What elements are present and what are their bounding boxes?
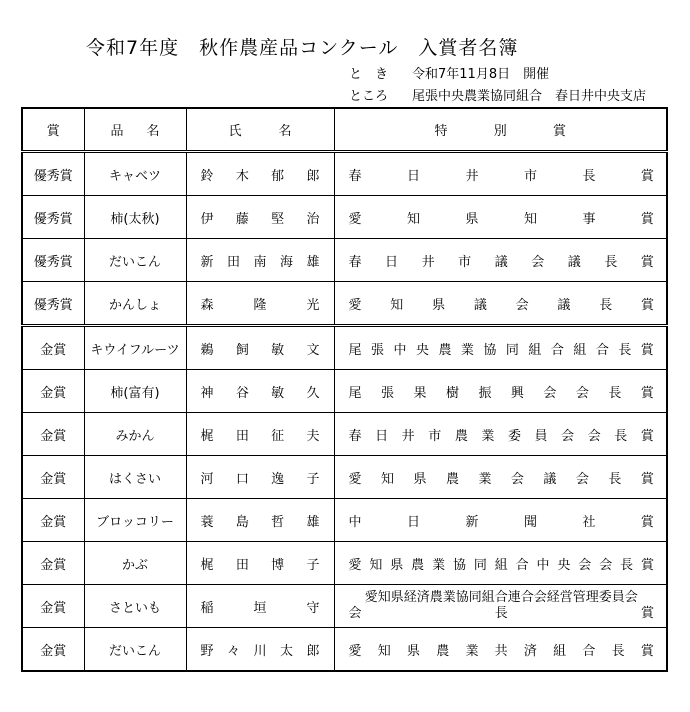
item-cell: はくさい: [84, 456, 186, 499]
name-cell: [186, 628, 334, 672]
person-name: 稲 垣 守: [200, 600, 320, 616]
award-cell: 金賞: [22, 585, 84, 628]
table-row: [22, 628, 667, 672]
person-name: 梶 田 博 子: [200, 557, 320, 573]
person-name: 河 口 逸 子: [200, 471, 320, 487]
award-cell: 優秀賞: [22, 239, 84, 282]
item-cell: キウイフルーツ: [84, 326, 186, 370]
special-award-name: 春 日 井 市 長 賞: [348, 168, 654, 184]
award-cell: 金賞: [22, 542, 84, 585]
award-cell: 金賞: [22, 628, 84, 672]
item-cell: だいこん: [84, 628, 186, 672]
table-row: [22, 499, 667, 542]
special-award-cell: [334, 585, 667, 628]
special-award-cell: [334, 370, 667, 413]
item-cell: 柿(太秋): [84, 196, 186, 239]
table-row: [22, 542, 667, 585]
table-row: [22, 370, 667, 413]
award-cell: 優秀賞: [22, 152, 84, 196]
award-cell: 金賞: [22, 370, 84, 413]
table-row: [22, 282, 667, 326]
name-cell: [186, 413, 334, 456]
person-name: 新 田 南 海 雄: [200, 254, 320, 270]
special-award-name: 愛 知 県 農 業 会 議 会 長 賞: [348, 471, 654, 487]
award-cell: 金賞: [22, 413, 84, 456]
item-cell: かぶ: [84, 542, 186, 585]
special-award-cell: [334, 499, 667, 542]
person-name: 野 々 川 太 郎: [200, 643, 320, 659]
name-cell: [186, 499, 334, 542]
special-award-name: 春 日 井 市 議 会 議 長 賞: [348, 254, 654, 270]
name-cell: [186, 152, 334, 196]
person-name: 森 隆 光: [200, 297, 320, 313]
person-name: 梶 田 征 夫: [200, 428, 320, 444]
table-row: [22, 585, 667, 628]
column-header-label: 賞: [46, 124, 60, 139]
special-award-cell: [334, 542, 667, 585]
name-cell: [186, 239, 334, 282]
person-name: 蓑 島 哲 雄: [200, 514, 320, 530]
special-award-cell: [334, 152, 667, 196]
item-cell: 柿(富有): [84, 370, 186, 413]
special-award-cell: [334, 282, 667, 326]
column-header-label: 品 名: [110, 124, 160, 139]
table-row: [22, 196, 667, 239]
event-place: [349, 85, 679, 103]
column-header-label: 特 別 賞: [434, 124, 566, 139]
special-award-line: 愛知県経済農業協同組合連合会経営管理委員会: [364, 590, 638, 605]
place-value: 尾張中央農業協同組合 春日井中央支店: [412, 89, 647, 104]
winners-table: [21, 107, 668, 672]
special-award-cell: [334, 326, 667, 370]
column-header: [22, 108, 84, 152]
special-award-name: 愛 知 県 議 会 議 長 賞: [348, 297, 654, 313]
table-row: [22, 326, 667, 370]
table-row: [22, 413, 667, 456]
award-cell: 優秀賞: [22, 196, 84, 239]
person-name: 鵜 飼 敏 文: [200, 342, 320, 358]
column-header: [84, 108, 186, 152]
table-row: [22, 152, 667, 196]
date-label: と き: [349, 67, 389, 82]
table-row: [22, 239, 667, 282]
name-cell: [186, 196, 334, 239]
item-cell: だいこん: [84, 239, 186, 282]
special-award-name: 春 日 井 市 農 業 委 員 会 会 長 賞: [348, 428, 654, 444]
table-header: [22, 108, 667, 152]
special-award-cell: [334, 413, 667, 456]
place-label: ところ: [349, 89, 389, 104]
person-name: 鈴 木 郁 郎: [200, 168, 320, 184]
award-cell: 優秀賞: [22, 282, 84, 326]
event-date: [349, 63, 669, 81]
item-cell: かんしょ: [84, 282, 186, 326]
special-award-name: 愛 知 県 農 業 共 済 組 合 長 賞: [348, 643, 654, 659]
award-cell: 金賞: [22, 326, 84, 370]
special-award-cell: [334, 456, 667, 499]
name-cell: [186, 282, 334, 326]
item-cell: さといも: [84, 585, 186, 628]
name-cell: [186, 585, 334, 628]
special-award-cell: [334, 196, 667, 239]
special-award-name: 尾 張 中 央 農 業 協 同 組 合 組 合 長 賞: [348, 342, 654, 358]
special-award-name: 愛 知 県 知 事 賞: [348, 211, 654, 227]
column-header: [334, 108, 667, 152]
table-row: [22, 456, 667, 499]
person-name: 神 谷 敏 久: [200, 385, 320, 401]
date-value: 令和7年11月8日 開催: [412, 67, 550, 82]
column-header: [186, 108, 334, 152]
name-cell: [186, 370, 334, 413]
item-cell: キャベツ: [84, 152, 186, 196]
special-award-cell: [334, 628, 667, 672]
page-title: 令和7年度 秋作農産品コンクール 入賞者名簿: [86, 37, 519, 59]
special-award-name: 愛 知 県 農 業 協 同 組 合 中 央 会 会 長 賞: [348, 557, 654, 573]
name-cell: [186, 456, 334, 499]
item-cell: ブロッコリー: [84, 499, 186, 542]
award-cell: 金賞: [22, 456, 84, 499]
name-cell: [186, 542, 334, 585]
item-cell: みかん: [84, 413, 186, 456]
special-award-line: 会 長 賞: [348, 606, 654, 621]
special-award-name: 中 日 新 聞 社 賞: [348, 514, 654, 530]
column-header-label: 氏 名: [228, 124, 292, 139]
award-cell: 金賞: [22, 499, 84, 542]
special-award-cell: [334, 239, 667, 282]
special-award-name: 尾 張 果 樹 振 興 会 会 長 賞: [348, 385, 654, 401]
person-name: 伊 藤 堅 治: [200, 211, 320, 227]
name-cell: [186, 326, 334, 370]
